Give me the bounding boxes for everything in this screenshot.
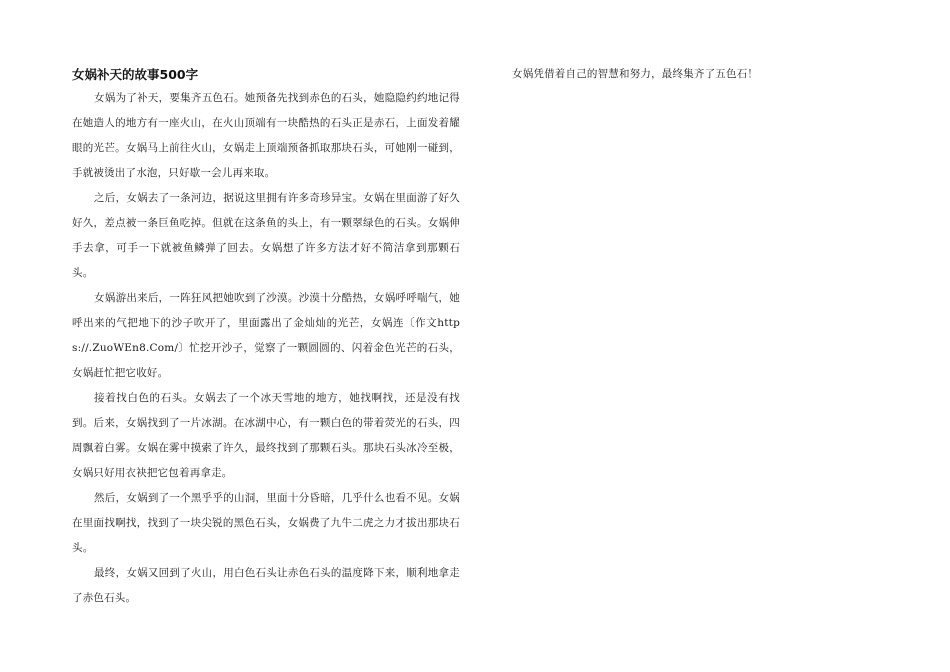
paragraph-3: 女娲游出来后，一阵狂风把她吹到了沙漠。沙漠十分酷热，女娲呼呼喘气，她呼出来的气把地下的沙子吹开了，里面露出了金灿灿的光芒，女娲连〔作文https://.ZuoWEn8.Com/〕忙挖开沙子，觉察了一颗圆圆的、闪着金色光芒的石头，女娲赶忙把它收好。 bbox=[72, 292, 460, 379]
paragraph-4: 接着找白色的石头。女娲去了一个冰天雪地的地方，她找啊找，还是没有找到。后来，女娲找到了一片冰湖。在冰湖中心，有一颗白色的带着荧光的石头，四周飘着白雾。女娲在雾中摸索了许久，最终找到了那颗石头。那块石头冰冷至极，女娲只好用衣袂把它包着再拿走。 bbox=[72, 392, 460, 479]
document-title: 女娲补天的故事500字 bbox=[72, 67, 199, 82]
right-column bbox=[512, 66, 892, 83]
paragraph-5: 然后，女娲到了一个黑乎乎的山洞，里面十分昏暗，几乎什么也看不见。女娲在里面找啊找，找到了一块尖锐的黑色石头，女娲费了九牛二虎之力才拔出那块石头。 bbox=[72, 492, 460, 554]
paragraph-1: 女娲为了补天，要集齐五色石。她预备先找到赤色的石头，她隐隐约约地记得在她造人的地方有一座火山，在火山顶端有一块酷热的石头正是赤石，上面发着耀眼的光芒。女娲马上前往火山，女娲走上顶端预备抓取那块石头，可她刚一碰到，手就被烫出了水泡，只好歇一会儿再来取。 bbox=[72, 92, 460, 179]
paragraph-2: 之后，女娲去了一条河边，据说这里拥有许多奇珍异宝。女娲在里面游了好久好久，差点被一条巨鱼吃掉。但就在这条鱼的头上，有一颗翠绿色的石头。女娲伸手去拿，可手一下就被鱼鳞弹了回去。女娲想了许多方法才好不简洁拿到那颗石头。 bbox=[72, 192, 460, 279]
left-column bbox=[72, 66, 460, 611]
paragraph-6: 最终，女娲又回到了火山，用白色石头让赤色石头的温度降下来，顺利地拿走了赤色石头。 bbox=[72, 567, 460, 604]
closing-sentence: 女娲凭借着自己的智慧和努力，最终集齐了五色石！ bbox=[512, 68, 759, 80]
